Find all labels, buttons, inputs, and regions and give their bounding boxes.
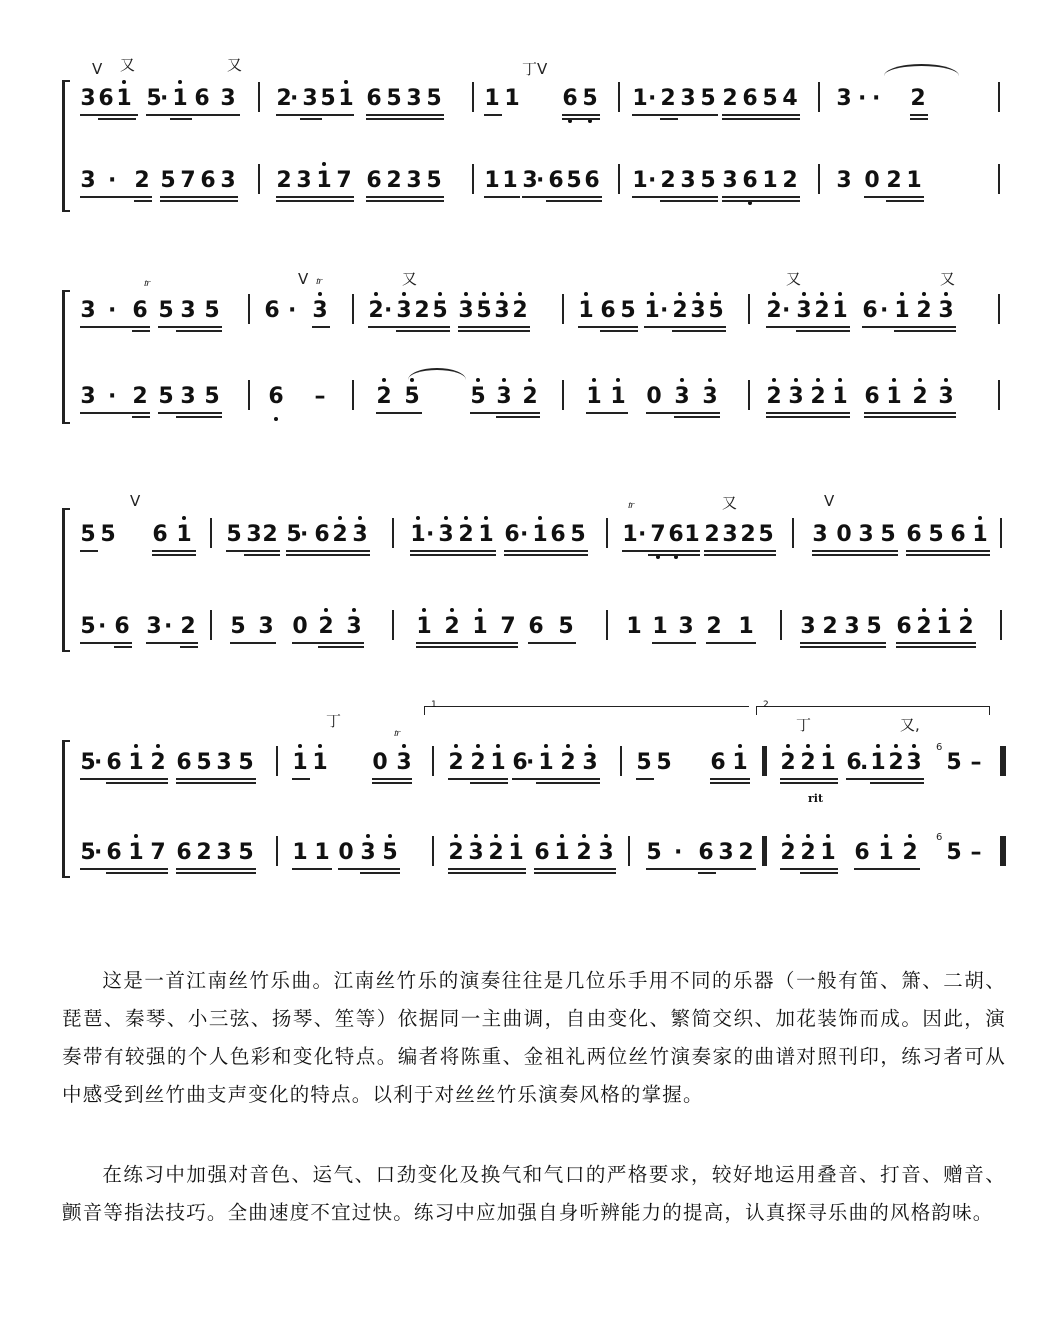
repeat-end-barline [762, 836, 767, 866]
lower-staff: 3 · 2 5 3 5 6 – 2 5 5 3 2 1 1 0 3 3 2 3 2 1 6 1 2 3 [80, 376, 1012, 416]
tempo-marking: rit [808, 792, 824, 805]
fingering-mark: 又, [900, 716, 920, 734]
lower-staff: 3 · 2 5 7 6 3 2 3 1 7 6 2 3 5 1 1 3 · 6 5 6 1 · 2 3 5 3 6 1 2 3 0 2 1 [80, 160, 1012, 200]
lower-staff: 5 · 6 3 · 2 5 3 0 2 3 1 2 1 7 6 5 1 1 3 2 1 3 2 3 5 6 2 1 2 [80, 606, 1012, 646]
description-paragraph-2 [62, 1156, 1006, 1232]
description-paragraph-1 [62, 962, 1006, 1114]
volta-1: 1 [424, 706, 749, 715]
fingering-mark: 又 [722, 494, 738, 512]
system-brace [62, 740, 70, 878]
ornament-mark: 丁 [326, 712, 342, 730]
fingering-mark: 又 [940, 270, 956, 288]
trill-mark: 𝆖 [628, 498, 635, 511]
score-system-2 [62, 270, 1012, 430]
breath-mark: V [130, 492, 141, 510]
score-system-4 [62, 700, 1012, 880]
trill-mark: 𝆖 [316, 274, 323, 287]
upper-staff: 3 6 1 5 · 1 6 3 2 · 3 5 1 6 5 3 5 1 1 6 5 1 · 2 3 5 2 6 5 4 3 · · 2 [80, 78, 1012, 118]
fingering-mark: 又 [120, 56, 136, 74]
final-barline [1000, 836, 1006, 866]
upper-staff: 5 · 6 1 2 6 5 3 5 1 1 0 3 2 2 1 6 · 1 2 3 5 5 6 1 2 2 1 6 . 1 2 3 6 5 – [80, 742, 1012, 782]
score-system-3 [62, 492, 1012, 652]
system-brace [62, 290, 70, 424]
lower-staff: 5 · 6 1 7 6 2 3 5 1 1 0 3 5 2 3 2 1 6 1 2 3 5 · 6 3 2 2 2 1 6 1 2 6 5 – [80, 832, 1012, 872]
fingering-mark: 又 [402, 270, 418, 288]
ornament-mark: 丁V [522, 60, 548, 78]
ornament-mark: 丁 [796, 716, 812, 734]
system-brace [62, 80, 70, 212]
breath-mark: V [824, 492, 835, 510]
volta-2: 2 [756, 706, 990, 715]
breath-mark: V [92, 60, 103, 78]
trill-mark: 𝆖 [144, 276, 151, 289]
final-barline [1000, 746, 1006, 776]
trill-mark: 𝆖 [394, 726, 401, 739]
paragraph-text: 这是一首江南丝竹乐曲。江南丝竹乐的演奏往往是几位乐手用不同的乐器（一般有笛、箫、二胡、琵琶、秦琴、小三弦、扬琴、笙等）依据同一主曲调，自由变化、繁简交织、加花装饰而成。因此，演奏带有较强的个人色彩和变化特点。编者将陈重、金祖礼两位丝竹演奏家的曲谱对照刊印，练习者可从中感受到丝竹曲支声变化的特点。以利于对丝丝竹乐演奏风格的掌握。 [62, 969, 1006, 1106]
upper-staff: 5 5 6 1 5 3 2 5 · 6 2 3 1 · 3 2 1 6 · 1 6 5 1 · 7 6 1 2 3 2 5 3 0 3 5 6 5 6 1 [80, 514, 1012, 554]
breath-mark: V [298, 270, 309, 288]
upper-staff: 3 · 6 5 3 5 6 · 3 2 · 3 2 5 3 5 3 2 1 6 5 1 · 2 3 5 2 · 3 2 1 6 · 1 2 3 [80, 290, 1012, 330]
grace-note: 6 [936, 742, 943, 753]
grace-note: 6 [936, 832, 943, 843]
score-system-1 [62, 58, 1012, 208]
paragraph-text: 在练习中加强对音色、运气、口劲变化及换气和气口的严格要求，较好地运用叠音、打音、赠音、颤音等指法技巧。全曲速度不宜过快。练习中应加强自身听辨能力的提高，认真探寻乐曲的风格韵味。 [62, 1163, 1006, 1224]
fingering-mark: 又 [227, 56, 243, 74]
fingering-mark: 又 [786, 270, 802, 288]
system-brace [62, 508, 70, 652]
repeat-end-barline [762, 746, 767, 776]
slur [884, 64, 959, 76]
